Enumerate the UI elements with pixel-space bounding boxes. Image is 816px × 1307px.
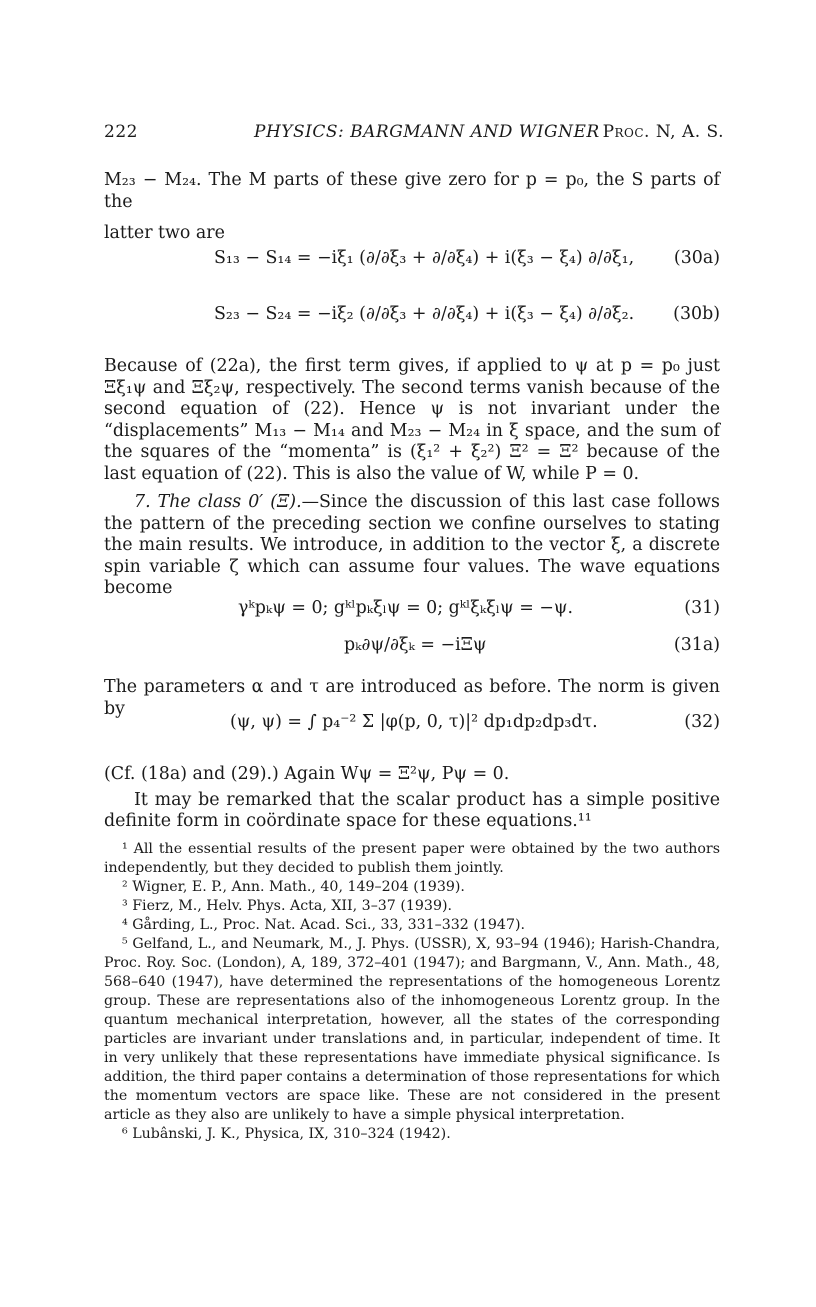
equation-32-body: (ψ, ψ) = ∫ p₄⁻² Σ |φ(p, 0, τ)|² dp₁dp₂dp₃dτ. xyxy=(230,712,598,732)
paragraph-22a-text: Because of (22a), the first term gives, if applied to ψ at p = p₀ just Ξξ₁ψ and Ξξ₂ψ, respectively. The second terms vanish because of the second equation of (22). Hence ψ is not invariant under the “displacements” M₁₃ − M₁₄ and M₂₃ − M₂₄ in ξ space, and the sum of the squares of the “momenta” is (ξ₁² + ξ₂²) Ξ² = Ξ² because of the last equation of (22). This is also the value of W, while P = 0. xyxy=(104,356,720,484)
section-7 xyxy=(104,492,720,600)
equation-32-label: (32) xyxy=(684,712,720,732)
paragraph-norm-text: The parameters α and τ are introduced as before. The norm is given by xyxy=(104,677,720,719)
page-number: 222 xyxy=(104,122,138,142)
paragraph-closing xyxy=(104,764,720,833)
footnote-1: ¹ All the essential results of the present paper were obtained by the two authors independently, but they decided to publish them jointly. xyxy=(104,841,720,876)
footnotes xyxy=(104,840,720,1144)
paragraph-intro xyxy=(104,170,720,245)
equation-31a-body: pₖ∂ψ/∂ξₖ = −iΞψ xyxy=(344,635,487,655)
equation-30a-label: (30a) xyxy=(673,248,720,268)
footnote-6: ⁶ Lubânski, J. K., Physica, IX, 310–324 (1942). xyxy=(122,1126,451,1142)
equation-30a-body: S₁₃ − S₁₄ = −iξ₁ (∂/∂ξ₃ + ∂/∂ξ₄) + i(ξ₃ − ξ₄) ∂/∂ξ₁, xyxy=(214,248,635,268)
equation-30b xyxy=(104,296,720,340)
section-7-number: 7. xyxy=(134,492,151,512)
footnote-5: ⁵ Gelfand, L., and Neumark, M., J. Phys. (USSR), X, 93–94 (1946); Harish-Chandra, Proc. Roy. Soc. (London), A, 189, 372–401 (1947); and Bargmann, V., Ann. Math., 48, 568–640 (1947), have determined the representations of the homogeneous Lorentz group. These are representations also of the inhomogeneous Lorentz group. In the quantum mechanical interpretation, however, all the states of the corresponding particles are invariant under translations and, in particular, independent of time. It in very unlikely that these representations have immediate physical significance. Is addition, the third paper contains a determination of those representations for which the momentum vectors are space like. These are not considered in the present article as they also are unlikely to have a simple physical interpretation. xyxy=(104,936,720,1123)
intro-line-1: M₂₃ − M₂₄. The M parts of these give zero for p = p₀, the S parts of the xyxy=(104,170,720,212)
intro-line-2: latter two are xyxy=(104,223,225,243)
paragraph-22a xyxy=(104,356,720,485)
equation-31a-label: (31a) xyxy=(673,635,720,655)
page-header xyxy=(104,122,724,146)
section-7-text: —Since the discussion of this last case follows the pattern of the preceding section we confine ourselves to stating the main results. We introduce, in addition to the vector ξ, a discrete spin variable ζ which can assume four values. The wave equations become xyxy=(104,492,720,598)
paragraph-remark: It may be remarked that the scalar product has a simple positive definite form in coördinate space for these equations.¹¹ xyxy=(104,789,720,831)
section-7-title: The class 0′ (Ξ). xyxy=(157,492,302,512)
equation-30b-body: S₂₃ − S₂₄ = −iξ₂ (∂/∂ξ₃ + ∂/∂ξ₄) + i(ξ₃ − ξ₄) ∂/∂ξ₂. xyxy=(214,304,635,324)
equation-30a xyxy=(104,240,720,284)
running-title: PHYSICS: BARGMANN AND WIGNER xyxy=(254,122,600,142)
equation-31-body: γᵏpₖψ = 0; gᵏˡpₖξₗψ = 0; gᵏˡξₖξₗψ = −ψ. xyxy=(238,598,574,618)
footnote-3: ³ Fierz, M., Helv. Phys. Acta, XII, 3–37 (1939). xyxy=(122,898,453,914)
equation-31a xyxy=(104,627,720,671)
equation-31-label: (31) xyxy=(684,598,720,618)
paragraph-cf: (Cf. (18a) and (29).) Again Wψ = Ξ²ψ, Pψ = 0. xyxy=(104,764,510,784)
equation-32 xyxy=(104,704,720,748)
journal-abbrev: Proc. N, A. S. xyxy=(602,122,724,142)
footnote-2: ² Wigner, E. P., Ann. Math., 40, 149–204 (1939). xyxy=(122,879,465,895)
footnote-4: ⁴ Gårding, L., Proc. Nat. Acad. Sci., 33, 331–332 (1947). xyxy=(122,917,526,933)
equation-30b-label: (30b) xyxy=(673,304,720,324)
